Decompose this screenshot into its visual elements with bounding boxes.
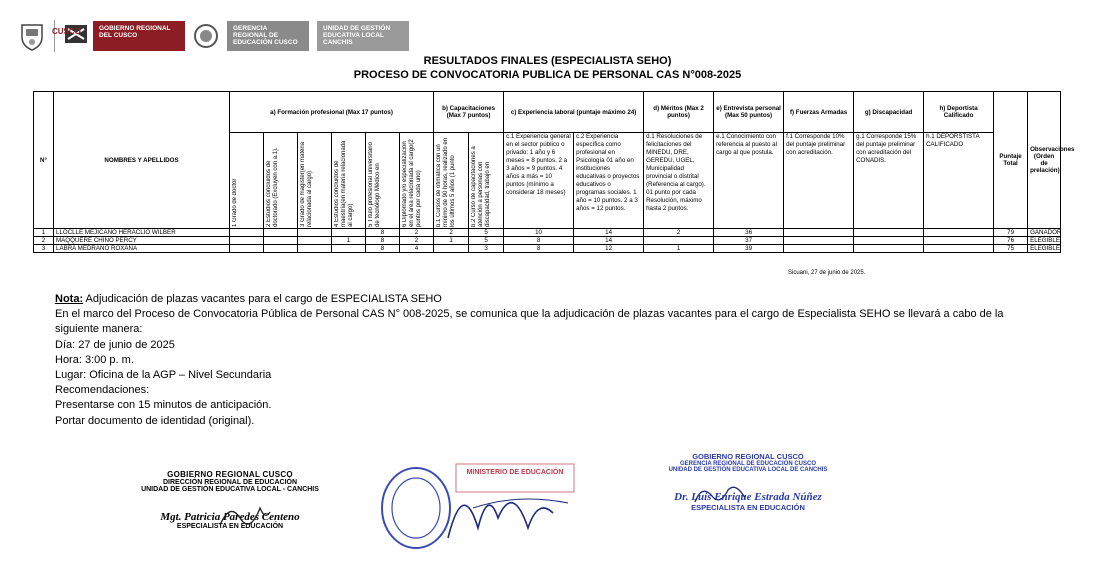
cell-name: MAQQUERE CHINO PERCY	[54, 237, 230, 245]
cell-a6: 4	[400, 245, 434, 253]
sub-d: d.1 Resoluciones de felicitaciones del MINEDU, DRE, GEREDU, UGEL, Municipalidad provincial o distrital (Referencia al cargo). 01 punto por cada Resolución, máximo hasta 2 puntos.	[644, 133, 714, 229]
divider	[54, 20, 55, 52]
table-row	[34, 229, 1061, 237]
cell-d: 1	[644, 245, 714, 253]
cell-c1: 8	[504, 237, 574, 245]
cell-n: 3	[34, 245, 54, 253]
cell-a1	[230, 245, 264, 253]
cell-c1: 10	[504, 229, 574, 237]
cusco-emblem-icon	[63, 21, 89, 51]
cell-obs: ELEGIBLE	[1028, 237, 1061, 245]
cell-c2: 12	[574, 245, 644, 253]
cell-name: LABRA MEDRANO ROXANA	[54, 245, 230, 253]
sig3-role: ESPECIALISTA EN EDUCACIÓN	[691, 503, 805, 512]
cell-a2	[264, 229, 298, 237]
col-name: NOMBRES Y APELLIDOS	[54, 92, 230, 229]
cell-a6: 2	[400, 237, 434, 245]
cell-b1: 2	[434, 229, 469, 237]
cell-total: 75	[994, 245, 1028, 253]
cell-a2	[264, 245, 298, 253]
group-c-header: c) Experiencia laboral (puntaje máximo 24)	[504, 92, 644, 133]
sub-a3: 3 Grado de magister(en materia relacionada al cargo)	[298, 133, 332, 229]
sig3-line3: UNIDAD DE GESTIÓN EDUCATIVA LOCAL DE CANCHIS	[668, 467, 828, 473]
table-body	[34, 229, 1061, 253]
cell-e: 37	[714, 237, 784, 245]
cell-g	[854, 237, 924, 245]
cell-b2: 5	[469, 229, 504, 237]
header-logos	[18, 18, 409, 54]
cell-c1: 8	[504, 245, 574, 253]
cell-a5: 8	[366, 229, 400, 237]
cell-a3	[298, 237, 332, 245]
sig3-line2: GERENCIA REGIONAL DE EDUCACIÓN CUSCO	[679, 461, 816, 467]
cell-total: 79	[994, 229, 1028, 237]
cell-d: 2	[644, 229, 714, 237]
note-heading-text: Adjudicación de plazas vacantes para el cargo de ESPECIALISTA SEHO	[83, 293, 442, 305]
cell-b1: 1	[434, 237, 469, 245]
cell-c2: 14	[574, 237, 644, 245]
note-rec-title: Recomendaciones:	[55, 384, 150, 397]
gobierno-regional-logo	[63, 21, 185, 51]
note-day: Día: 27 de junio de 2025	[55, 338, 175, 351]
note-place: Lugar: Oficina de la AGP – Nivel Secundaria	[55, 369, 272, 382]
sub-a2: 2 Estudios concluidos de doctorado (Excluyen con a.1).	[264, 133, 298, 229]
cell-h	[924, 229, 994, 237]
signature-scrawl-icon	[215, 500, 275, 530]
cell-a6: 2	[400, 229, 434, 237]
peru-shield-icon	[18, 21, 46, 51]
date-line: Sicuani, 27 de junio de 2025.	[788, 270, 866, 276]
page-subtitle: PROCESO DE CONVOCATORIA PUBLICA DE PERSONAL CAS N°008-2025	[353, 69, 742, 81]
cell-d	[644, 237, 714, 245]
cell-e: 39	[714, 245, 784, 253]
cell-a1	[230, 237, 264, 245]
note-heading	[55, 292, 1015, 307]
note-body: En el marco del Proceso de Convocatoria Pública de Personal CAS N° 008-2025, se comunica que la adjudicación de plazas vacantes para el cargo de Especialista SEHO se llevará a cabo de la siguiente manera:	[55, 308, 1004, 336]
cell-g	[854, 229, 924, 237]
sub-a1: 1 Grado de doctor	[230, 133, 264, 229]
adjudication-note	[55, 292, 1015, 429]
cell-obs: GANADOR	[1028, 229, 1061, 237]
cell-f	[784, 245, 854, 253]
sub-c1: c.1 Experiencia general en el sector público o privado: 1 año y 6 meses = 8 puntos. 2 a 3 años = 9 puntos. 4 años a más = 10 puntos (mínimo a considerar 18 meses)	[504, 133, 574, 229]
results-table	[33, 91, 1075, 253]
logo-ugel-text: UNIDAD DE GESTIÓN EDUCATIVA LOCAL CANCHIS	[317, 21, 409, 51]
note-label: Nota:	[55, 293, 84, 305]
cell-name: LLOCLLE MEJICANO HERACLIO WILBER	[54, 229, 230, 237]
sig3-name: Dr. Luis Enrique Estrada Núñez	[674, 491, 822, 503]
cell-g	[854, 245, 924, 253]
sig1-role: ESPECIALISTA EN EDUCACIÓN	[176, 523, 284, 530]
logo-cusco-word: CUSCO	[52, 27, 81, 36]
sub-a6: 6 Diplomado y/o especialización en el área relacionada al cargo(2 puntos por cada uno)	[400, 133, 434, 229]
cell-a5: 8	[366, 237, 400, 245]
sig1-name: Mgt. Patricia Paredes Centeno	[160, 511, 300, 523]
note-rec-2: Portar documento de identidad (original).	[55, 414, 255, 427]
gerencia-seal-icon	[193, 23, 219, 49]
cell-h	[924, 237, 994, 245]
cell-a4: 1	[332, 237, 366, 245]
group-e-header: e) Entrevista personal (Max 50 puntos)	[714, 92, 784, 133]
sig1-line1: GOBIERNO REGIONAL CUSCO	[167, 470, 293, 479]
sub-e: e.1 Conocimiento con referencia al puesto al cargo al que postula.	[714, 133, 784, 229]
sub-f: f.1 Corresponde 10% del puntaje preliminar con acreditación.	[784, 133, 854, 229]
sig1-line2: DIRECCIÓN REGIONAL DE EDUCACIÓN	[162, 479, 298, 486]
group-h-header: h) Deportista Calificado	[924, 92, 994, 133]
col-observations: Observaciones (Orden de prelación)	[1028, 92, 1061, 229]
cell-c2: 14	[574, 229, 644, 237]
cell-b2: 3	[469, 245, 504, 253]
cell-total: 76	[994, 237, 1028, 245]
page-title: RESULTADOS FINALES (ESPECIALISTA SEHO)	[423, 55, 672, 67]
note-hour: Hora: 3:00 p. m.	[55, 353, 134, 366]
stamp-text: MINISTERIO DE EDUCACIÓN	[466, 469, 564, 476]
sub-b1: b.1 Cursos de ofimática con un mínimo de 90 horas, realizado en los últimos 5 años (1 punto	[434, 133, 469, 229]
cell-e: 36	[714, 229, 784, 237]
cell-f	[784, 229, 854, 237]
sub-c2: c.2 Experiencia específica como profesional en Psicología 01 año en instituciones educativas o proyectos educativos o programas sociales. 1 año = 10 puntos. 2 a 3 años = 12 puntos.	[574, 133, 644, 229]
sub-h: h.1 DEPORSTISTA CALIFICADO	[924, 133, 994, 229]
cell-h	[924, 245, 994, 253]
sig1-line3: UNIDAD DE GESTIÓN EDUCATIVA LOCAL - CANCHIS	[141, 486, 319, 493]
group-b-header: b) Capacitaciones (Max 7 puntos)	[434, 92, 504, 133]
cell-n: 1	[34, 229, 54, 237]
cell-a3	[298, 229, 332, 237]
sig3-line1: GOBIERNO REGIONAL CUSCO	[692, 452, 804, 461]
col-number: N°	[34, 92, 54, 229]
cell-b2: 5	[469, 237, 504, 245]
group-g-header: g) Discapacidad	[854, 92, 924, 133]
table-row	[34, 245, 1061, 253]
official-stamp-icon	[378, 458, 578, 558]
group-d-header: d) Méritos (Max 2 puntos)	[644, 92, 714, 133]
sub-g: g.1 Corresponde 15% del puntaje preliminar con acreditación del CONADIS.	[854, 133, 924, 229]
cell-obs: ELEGIBLE	[1028, 245, 1061, 253]
cell-a1	[230, 229, 264, 237]
cell-a5: 8	[366, 245, 400, 253]
cell-f	[784, 237, 854, 245]
cell-a4	[332, 229, 366, 237]
sub-b2: b.2 Curso de capacitaciones a atención a personas con discapacidad, trabajo en	[469, 133, 504, 229]
cell-a4	[332, 245, 366, 253]
logo-gobierno-regional-text: GOBIERNO REGIONAL DEL CUSCO	[93, 21, 185, 51]
sub-a5: 5 Título profesional universitario de tecnólogo Médico en	[366, 133, 400, 229]
col-total: Puntaje Total	[994, 92, 1028, 229]
cell-a2	[264, 237, 298, 245]
sub-a4: 4 Estudios concluidos de maestría(en materia relacionada al cargo)	[332, 133, 366, 229]
cell-b1	[434, 245, 469, 253]
group-f-header: f) Fuerzas Armadas	[784, 92, 854, 133]
cell-n: 2	[34, 237, 54, 245]
note-rec-1: Presentarse con 15 minutos de anticipación.	[55, 399, 272, 412]
signature-scrawl-icon	[690, 480, 750, 510]
table-row	[34, 237, 1061, 245]
logo-gerencia-text: GERENCIA REGIONAL DE EDUCACIÓN CUSCO	[227, 21, 309, 51]
group-a-header: a) Formación profesional (Max 17 puntos)	[230, 92, 434, 133]
table-header-row	[34, 92, 1061, 133]
cell-a3	[298, 245, 332, 253]
